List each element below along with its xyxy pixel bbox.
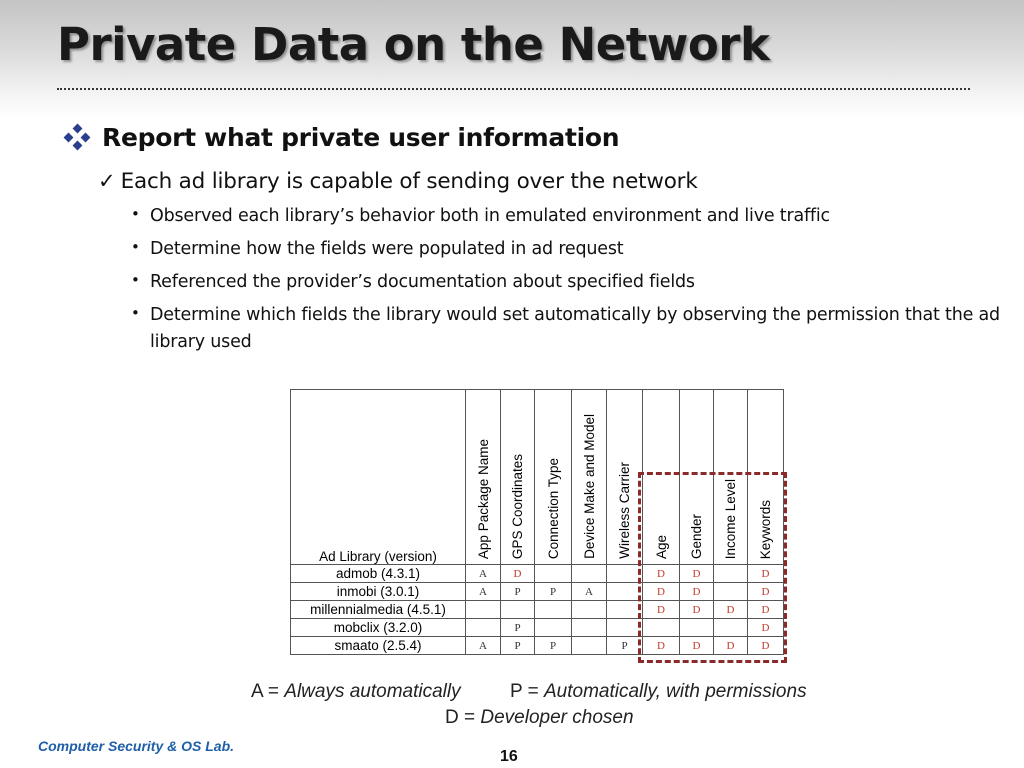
legend-key: D = [445,707,476,728]
table-cell [572,565,607,583]
table-row [291,619,784,637]
table-cell: D [714,601,748,619]
table-cell [535,601,572,619]
table-cell: D [643,601,680,619]
library-name: smaato (2.5.4) [291,637,466,655]
table-header-row [291,390,784,565]
table-cell: D [680,565,714,583]
table-cell [680,619,714,637]
column-header: App Package Name [466,390,501,565]
table-cell: D [501,565,535,583]
check-icon: ✓ [98,169,116,193]
footer-lab-name: Computer Security & OS Lab. [38,738,235,754]
table-cell [714,583,748,601]
ad-library-table [290,389,784,655]
table-row [291,601,784,619]
column-header: Income Level [714,390,748,565]
table-cell [643,619,680,637]
table-cell [607,583,643,601]
table-cell: P [535,637,572,655]
table-cell: A [572,583,607,601]
column-header: GPS Coordinates [501,390,535,565]
table-cell: D [643,583,680,601]
library-name: inmobi (3.0.1) [291,583,466,601]
dot-icon: • [131,271,140,289]
table-cell: A [466,565,501,583]
table-cell: D [748,565,784,583]
table-cell: D [748,637,784,655]
table-cell [466,601,501,619]
table-cell [607,619,643,637]
table-cell: P [535,583,572,601]
table-cell: D [643,565,680,583]
title-divider [57,88,970,90]
table-cell: D [680,601,714,619]
column-header: Age [643,390,680,565]
diamond-bullet-icon [64,124,90,150]
table-cell: D [643,637,680,655]
table-cell: P [501,583,535,601]
library-name: mobclix (3.2.0) [291,619,466,637]
legend-text: Developer chosen [480,707,634,728]
table-cell [535,565,572,583]
table-cell: A [466,583,501,601]
dot-icon: • [131,238,140,256]
table-cell [572,601,607,619]
legend-always [251,681,461,703]
table-cell: D [680,637,714,655]
slide-title: Private Data on the Network [57,18,770,71]
table-cell [572,637,607,655]
bullet-level2 [98,166,698,196]
sub-bullet-text: Referenced the provider’s documentation about specified fields [150,272,695,292]
table-cell: P [501,619,535,637]
legend-key: A = [251,681,279,702]
column-header: Connection Type [535,390,572,565]
table-cell [535,619,572,637]
table-cell: D [748,601,784,619]
column-header: Gender [680,390,714,565]
bullet-level1-text: Report what private user information [102,122,620,152]
legend-text: Always automatically [284,681,461,702]
library-name: admob (4.3.1) [291,565,466,583]
table-row [291,565,784,583]
table-row [291,583,784,601]
table-cell [466,619,501,637]
table-cell: A [466,637,501,655]
legend-key: P = [510,681,539,702]
legend-developer [445,707,634,729]
legend-permission [510,681,807,703]
sub-bullet [131,269,1011,296]
dot-icon: • [131,205,140,223]
table-cell [501,601,535,619]
sub-bullet [131,203,1011,230]
library-column-header: Ad Library (version) [291,390,466,565]
column-header: Wireless Carrier [607,390,643,565]
page-number: 16 [500,748,518,765]
table-cell [607,565,643,583]
column-header: Keywords [748,390,784,565]
table-cell [714,565,748,583]
table-cell: P [607,637,643,655]
table-cell: D [714,637,748,655]
sub-bullet-text: Determine how the fields were populated in ad request [150,239,624,259]
bullet-level1 [64,120,619,154]
table-cell [572,619,607,637]
table-cell: D [748,583,784,601]
table-cell: D [680,583,714,601]
bullet-level2-text: Each ad library is capable of sending over the network [120,168,698,194]
sub-bullet-text: Observed each library’s behavior both in emulated environment and live traffic [150,206,830,226]
table-row [291,637,784,655]
sub-bullet-text: Determine which fields the library would set automatically by observing the permission that the ad library used [150,305,1000,352]
column-header: Device Make and Model [572,390,607,565]
table-cell: P [501,637,535,655]
dot-icon: • [131,304,140,322]
library-name: millennialmedia (4.5.1) [291,601,466,619]
table-cell: D [748,619,784,637]
table-cell [607,601,643,619]
table-cell [714,619,748,637]
sub-bullet [131,236,1011,263]
sub-bullet [131,302,1011,356]
legend-text: Automatically, with permissions [544,681,807,702]
